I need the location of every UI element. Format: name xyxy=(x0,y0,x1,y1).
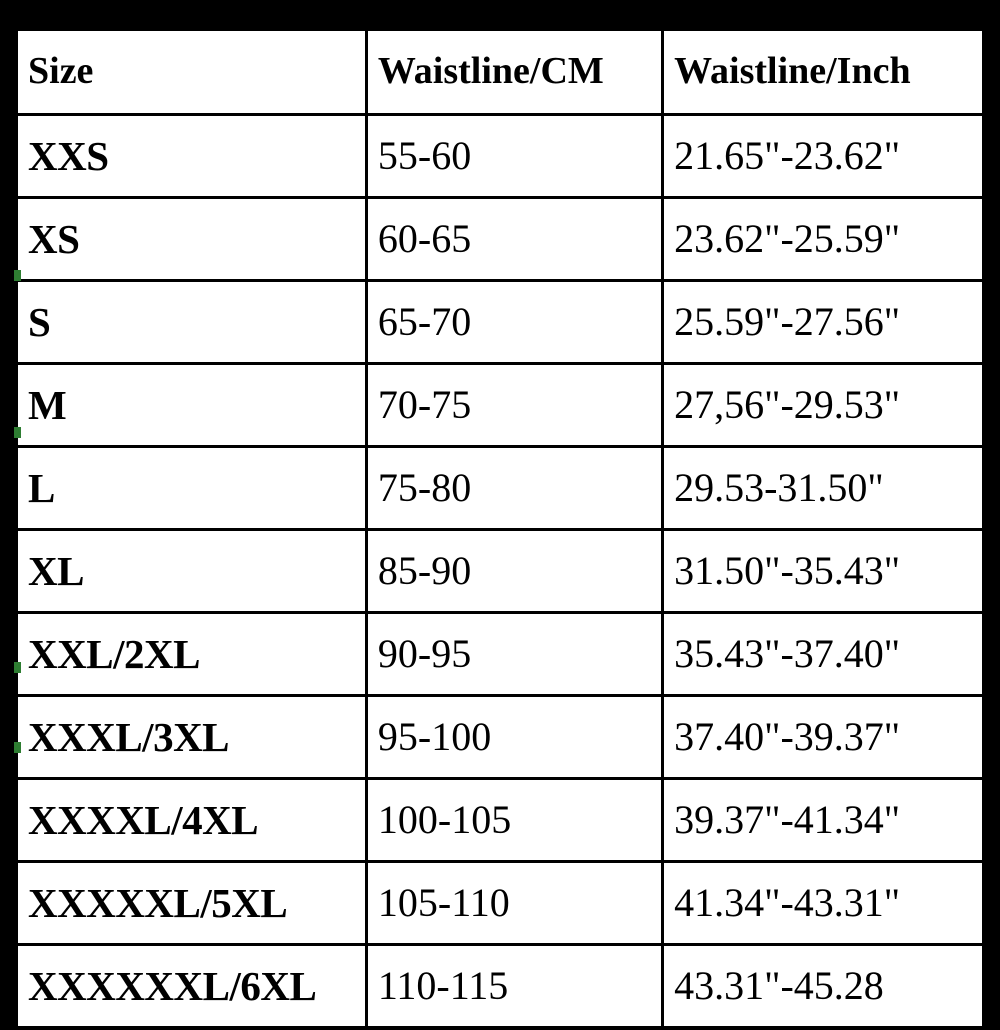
cell-size: XXXXL/4XL xyxy=(16,779,366,862)
cell-waistline-inch: 41.34"-43.31" xyxy=(663,862,984,945)
table-row xyxy=(16,447,984,530)
table-row xyxy=(16,115,984,198)
cell-waistline-cm: 70-75 xyxy=(366,364,662,447)
cell-waistline-inch: 27,56"-29.53" xyxy=(663,364,984,447)
size-chart-table xyxy=(14,27,986,1030)
table-header-row xyxy=(16,29,984,115)
cell-size: XXXL/3XL xyxy=(16,696,366,779)
table-row xyxy=(16,696,984,779)
cell-waistline-cm: 110-115 xyxy=(366,945,662,1029)
cell-waistline-inch: 43.31"-45.28 xyxy=(663,945,984,1029)
table-row xyxy=(16,862,984,945)
cell-size: XS xyxy=(16,198,366,281)
table-row xyxy=(16,613,984,696)
cell-waistline-cm: 55-60 xyxy=(366,115,662,198)
cell-size: L xyxy=(16,447,366,530)
cell-waistline-inch: 37.40"-39.37" xyxy=(663,696,984,779)
cell-waistline-cm: 85-90 xyxy=(366,530,662,613)
cell-waistline-inch: 23.62"-25.59" xyxy=(663,198,984,281)
cell-waistline-cm: 95-100 xyxy=(366,696,662,779)
cell-size: M xyxy=(16,364,366,447)
cell-waistline-inch: 25.59"-27.56" xyxy=(663,281,984,364)
cell-waistline-cm: 60-65 xyxy=(366,198,662,281)
cell-size: S xyxy=(16,281,366,364)
cell-waistline-inch: 29.53-31.50" xyxy=(663,447,984,530)
cell-waistline-cm: 65-70 xyxy=(366,281,662,364)
table-row xyxy=(16,530,984,613)
table-row xyxy=(16,281,984,364)
table-row xyxy=(16,198,984,281)
cell-size: XL xyxy=(16,530,366,613)
column-header-size: Size xyxy=(16,29,366,115)
cell-waistline-cm: 90-95 xyxy=(366,613,662,696)
cell-waistline-inch: 21.65"-23.62" xyxy=(663,115,984,198)
size-chart-table-container xyxy=(14,27,986,1009)
cell-size: XXS xyxy=(16,115,366,198)
cell-size: XXXXXL/5XL xyxy=(16,862,366,945)
table-row xyxy=(16,945,984,1029)
cell-waistline-cm: 100-105 xyxy=(366,779,662,862)
cell-waistline-inch: 35.43"-37.40" xyxy=(663,613,984,696)
cell-size: XXXXXXL/6XL xyxy=(16,945,366,1029)
column-header-waistline-cm: Waistline/CM xyxy=(366,29,662,115)
cell-waistline-cm: 75-80 xyxy=(366,447,662,530)
cell-size: XXL/2XL xyxy=(16,613,366,696)
cell-waistline-cm: 105-110 xyxy=(366,862,662,945)
column-header-waistline-inch: Waistline/Inch xyxy=(663,29,984,115)
cell-waistline-inch: 39.37"-41.34" xyxy=(663,779,984,862)
cell-waistline-inch: 31.50"-35.43" xyxy=(663,530,984,613)
table-row xyxy=(16,779,984,862)
table-row xyxy=(16,364,984,447)
